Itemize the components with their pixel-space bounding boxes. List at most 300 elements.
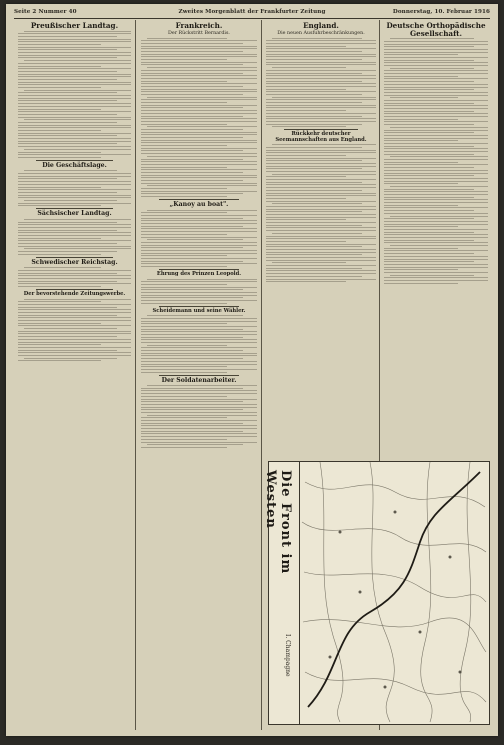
text-line — [141, 183, 257, 184]
text-line — [266, 152, 376, 153]
text-line — [390, 38, 474, 39]
text-line — [141, 417, 227, 418]
text-line — [266, 163, 376, 164]
section-subheading: Die neuen Ausfuhrbeschränkungen. — [277, 30, 365, 36]
text-line — [141, 388, 243, 389]
text-line — [390, 68, 474, 69]
map-title: Die Front im Westen — [263, 470, 293, 575]
text-line — [18, 71, 117, 72]
text-line — [141, 91, 257, 92]
text-line — [18, 350, 117, 351]
section-heading: Der bevorstehende Zeitungswerbe. — [23, 291, 126, 298]
text-line — [24, 90, 131, 91]
section-heading: Schwedischer Reichstag. — [31, 258, 118, 266]
text-line — [141, 86, 243, 87]
text-line — [384, 76, 458, 77]
text-line — [141, 129, 243, 130]
text-line — [384, 162, 458, 163]
text-line — [141, 105, 257, 106]
text-line — [18, 232, 131, 233]
section-divider — [159, 306, 239, 307]
text-line — [18, 325, 131, 326]
text-line — [147, 156, 257, 157]
text-line — [384, 121, 488, 122]
text-line — [147, 185, 257, 186]
text-line — [147, 385, 257, 386]
text-line — [384, 130, 488, 131]
text-line — [141, 342, 257, 343]
text-line — [18, 141, 131, 142]
text-line — [18, 181, 131, 182]
text-line — [141, 447, 227, 448]
text-line — [18, 133, 131, 134]
text-line — [24, 60, 131, 61]
text-line — [141, 54, 257, 55]
text-line — [147, 315, 243, 316]
text-line — [384, 213, 488, 214]
text-line — [384, 267, 488, 268]
text-line — [141, 242, 257, 243]
text-line — [266, 160, 362, 161]
text-line — [384, 108, 488, 109]
text-line — [266, 225, 362, 226]
text-line — [18, 68, 131, 69]
text-line — [141, 339, 257, 340]
text-line — [141, 70, 257, 71]
text-line — [266, 195, 376, 196]
article-body — [266, 144, 376, 282]
text-line — [141, 94, 243, 95]
text-line — [141, 281, 257, 282]
text-line — [266, 252, 376, 253]
text-line — [141, 132, 257, 133]
text-line — [18, 323, 101, 324]
text-line — [266, 182, 362, 183]
text-line — [141, 250, 257, 251]
text-line — [18, 203, 131, 204]
text-line — [384, 87, 488, 88]
text-line — [141, 193, 243, 194]
text-line — [18, 87, 101, 88]
text-line — [141, 142, 257, 143]
text-line — [266, 214, 376, 215]
text-line — [266, 276, 362, 277]
text-line — [384, 81, 474, 82]
text-line — [266, 201, 376, 202]
text-line — [141, 423, 243, 424]
text-line — [266, 121, 376, 122]
section-heading: Scheidemann und seine Wähler. — [152, 307, 246, 314]
text-line — [24, 248, 131, 249]
text-line — [384, 183, 458, 184]
text-line — [266, 265, 376, 266]
text-line — [384, 138, 488, 139]
text-line — [141, 247, 243, 248]
text-line — [266, 281, 346, 282]
text-line — [18, 103, 131, 104]
text-line — [18, 39, 131, 40]
text-line — [141, 140, 257, 141]
text-line — [266, 190, 362, 191]
text-line — [384, 116, 488, 117]
text-line — [18, 315, 117, 316]
text-line — [384, 175, 474, 176]
text-line — [266, 73, 362, 74]
column-rule — [135, 20, 136, 730]
article-body — [18, 299, 131, 362]
text-line — [18, 184, 131, 185]
text-line — [384, 84, 488, 85]
text-line — [266, 54, 376, 55]
text-line — [266, 110, 346, 111]
text-line — [141, 161, 257, 162]
text-line — [266, 91, 376, 92]
text-line — [266, 43, 376, 44]
text-line — [272, 262, 346, 263]
text-line — [384, 132, 474, 133]
text-line — [18, 79, 117, 80]
text-line — [266, 105, 376, 106]
text-line — [266, 51, 362, 52]
text-line — [384, 92, 488, 93]
text-line — [266, 279, 376, 280]
text-line — [18, 146, 131, 147]
text-line — [266, 107, 376, 108]
text-line — [18, 270, 131, 271]
text-line — [18, 84, 131, 85]
text-line — [384, 181, 488, 182]
text-line — [390, 127, 488, 128]
text-line — [141, 169, 257, 170]
text-line — [266, 244, 376, 245]
text-line — [141, 292, 257, 293]
text-line — [141, 118, 257, 119]
text-line — [390, 216, 488, 217]
map-subtitle: I. Champagne — [284, 634, 291, 677]
text-line — [18, 114, 117, 115]
text-line — [141, 43, 243, 44]
article-body — [18, 267, 131, 287]
text-line — [141, 428, 257, 429]
text-line — [384, 256, 488, 257]
text-line — [141, 289, 243, 290]
text-line — [141, 261, 243, 262]
text-line — [384, 210, 474, 211]
text-line — [18, 352, 131, 353]
article-body — [266, 38, 376, 128]
text-line — [141, 407, 257, 408]
text-line — [266, 83, 376, 84]
text-line — [266, 236, 376, 237]
text-line — [384, 283, 458, 284]
section-subheading: Der Rückstritt Bernardis. — [168, 30, 230, 36]
text-line — [384, 197, 474, 198]
text-line — [266, 70, 376, 71]
text-line — [147, 239, 243, 240]
text-line — [147, 38, 227, 39]
section-heading: Sächsischer Landtag. — [37, 210, 112, 218]
text-line — [384, 49, 488, 50]
column-1 — [18, 21, 131, 730]
section-heading: Frankreich. — [175, 21, 223, 30]
text-line — [141, 433, 257, 434]
text-line — [384, 70, 488, 71]
text-line — [141, 116, 243, 117]
text-line — [384, 240, 474, 241]
text-line — [18, 317, 131, 318]
text-line — [18, 281, 117, 282]
text-line — [384, 78, 488, 79]
text-line — [266, 124, 362, 125]
text-line — [141, 191, 257, 192]
text-line — [18, 278, 131, 279]
text-line — [141, 364, 257, 365]
text-line — [141, 401, 243, 402]
text-line — [266, 75, 376, 76]
text-line — [384, 135, 488, 136]
text-line — [384, 143, 488, 144]
text-line — [18, 135, 117, 136]
text-line — [18, 127, 131, 128]
text-line — [141, 159, 243, 160]
text-line — [384, 218, 474, 219]
text-line — [18, 95, 131, 96]
text-line — [141, 89, 257, 90]
text-line — [384, 140, 458, 141]
text-line — [18, 57, 117, 58]
text-line — [18, 197, 131, 198]
text-line — [141, 284, 227, 285]
text-line — [141, 263, 257, 264]
text-line — [266, 211, 362, 212]
text-line — [266, 246, 362, 247]
text-line — [266, 94, 362, 95]
text-line — [141, 393, 257, 394]
text-line — [18, 82, 131, 83]
text-line — [266, 102, 362, 103]
text-line — [266, 219, 346, 220]
text-line — [141, 148, 257, 149]
text-line — [272, 174, 376, 175]
text-line — [18, 224, 131, 225]
column-3 — [266, 21, 376, 446]
text-line — [18, 178, 117, 179]
front-map-drawing — [300, 462, 488, 722]
text-line — [18, 36, 117, 37]
text-line — [141, 107, 243, 108]
text-line — [141, 323, 227, 324]
section-divider — [159, 269, 239, 270]
text-line — [141, 355, 257, 356]
text-line — [266, 257, 376, 258]
text-line — [24, 149, 131, 150]
text-line — [141, 228, 257, 229]
text-line — [147, 444, 243, 445]
text-line — [18, 143, 117, 144]
text-line — [384, 154, 474, 155]
article-body — [384, 38, 488, 284]
text-line — [18, 336, 117, 337]
text-line — [141, 218, 243, 219]
text-line — [18, 320, 131, 321]
text-line — [141, 226, 243, 227]
text-line — [384, 248, 458, 249]
text-line — [141, 62, 257, 63]
text-line — [141, 164, 257, 165]
text-line — [18, 240, 131, 241]
text-line — [24, 119, 131, 120]
text-line — [384, 178, 488, 179]
section-divider — [36, 257, 113, 258]
text-line — [18, 111, 131, 112]
text-line — [384, 46, 474, 47]
text-line — [141, 431, 243, 432]
text-line — [272, 203, 362, 204]
text-line — [18, 100, 117, 101]
text-line — [141, 404, 257, 405]
text-line — [266, 59, 362, 60]
text-line — [141, 295, 257, 296]
text-line — [266, 147, 362, 148]
text-line — [384, 202, 488, 203]
text-line — [24, 31, 131, 32]
text-line — [141, 253, 257, 254]
text-line — [384, 189, 474, 190]
text-line — [18, 33, 131, 34]
text-line — [18, 98, 131, 99]
text-line — [141, 180, 243, 181]
text-line — [18, 76, 131, 77]
text-line — [384, 113, 488, 114]
text-line — [384, 264, 488, 265]
text-line — [266, 113, 376, 114]
text-line — [384, 234, 488, 235]
text-line — [141, 337, 243, 338]
text-line — [18, 283, 131, 284]
text-line — [272, 144, 376, 145]
text-line — [18, 246, 131, 247]
text-line — [384, 229, 488, 230]
text-line — [384, 54, 458, 55]
text-line — [266, 86, 376, 87]
text-line — [266, 230, 376, 231]
text-line — [141, 300, 257, 301]
text-line — [18, 173, 131, 174]
article-body — [141, 279, 257, 304]
text-line — [141, 353, 257, 354]
text-line — [18, 49, 117, 50]
text-line — [384, 124, 474, 125]
text-line — [141, 212, 227, 213]
text-line — [384, 269, 458, 270]
column-2 — [141, 21, 257, 730]
text-line — [266, 260, 376, 261]
text-line — [266, 81, 362, 82]
section-heading: England. — [303, 21, 339, 30]
text-line — [266, 155, 346, 156]
text-line — [272, 126, 346, 127]
text-line — [266, 206, 376, 207]
text-line — [141, 215, 257, 216]
text-line — [266, 89, 346, 90]
article-body — [141, 38, 257, 198]
text-line — [18, 275, 131, 276]
text-line — [141, 297, 243, 298]
text-line — [266, 166, 376, 167]
text-line — [18, 189, 131, 190]
text-line — [147, 279, 257, 280]
text-line — [18, 230, 117, 231]
text-line — [141, 369, 257, 370]
section-divider — [159, 375, 239, 376]
text-line — [384, 191, 488, 192]
text-line — [266, 158, 376, 159]
text-line — [272, 38, 362, 39]
text-line — [384, 52, 488, 53]
text-line — [24, 170, 117, 171]
text-line — [384, 89, 474, 90]
text-line — [266, 118, 376, 119]
text-line — [141, 59, 227, 60]
text-line — [384, 272, 488, 273]
text-line — [266, 268, 362, 269]
text-line — [266, 171, 376, 172]
text-line — [266, 254, 362, 255]
text-line — [141, 188, 227, 189]
text-line — [24, 299, 131, 300]
text-line — [266, 217, 376, 218]
text-line — [18, 125, 131, 126]
text-line — [18, 344, 101, 345]
section-heading: Der Soldatenarbeiter. — [161, 376, 237, 384]
text-line — [141, 334, 257, 335]
text-line — [384, 250, 488, 251]
text-line — [18, 235, 131, 236]
text-line — [272, 67, 346, 68]
text-line — [384, 280, 488, 281]
text-line — [141, 177, 257, 178]
text-line — [18, 307, 117, 308]
text-line — [18, 106, 131, 107]
article-body — [18, 170, 131, 206]
text-line — [266, 99, 376, 100]
text-line — [141, 46, 257, 47]
text-line — [18, 301, 101, 302]
text-line — [384, 253, 474, 254]
text-line — [18, 273, 117, 274]
text-line — [18, 55, 131, 56]
text-line — [141, 237, 257, 238]
text-line — [141, 326, 257, 327]
text-line — [141, 220, 257, 221]
text-line — [384, 62, 488, 63]
text-line — [141, 245, 257, 246]
text-line — [266, 241, 346, 242]
text-line — [18, 52, 131, 53]
text-line — [141, 390, 257, 391]
text-line — [141, 51, 243, 52]
text-line — [266, 209, 376, 210]
text-line — [18, 304, 131, 305]
text-line — [266, 56, 376, 57]
newspaper-page — [6, 4, 498, 736]
text-line — [18, 187, 101, 188]
text-line — [141, 167, 227, 168]
text-line — [384, 100, 488, 101]
text-line — [141, 102, 227, 103]
article-body — [141, 210, 257, 267]
text-line — [266, 270, 376, 271]
